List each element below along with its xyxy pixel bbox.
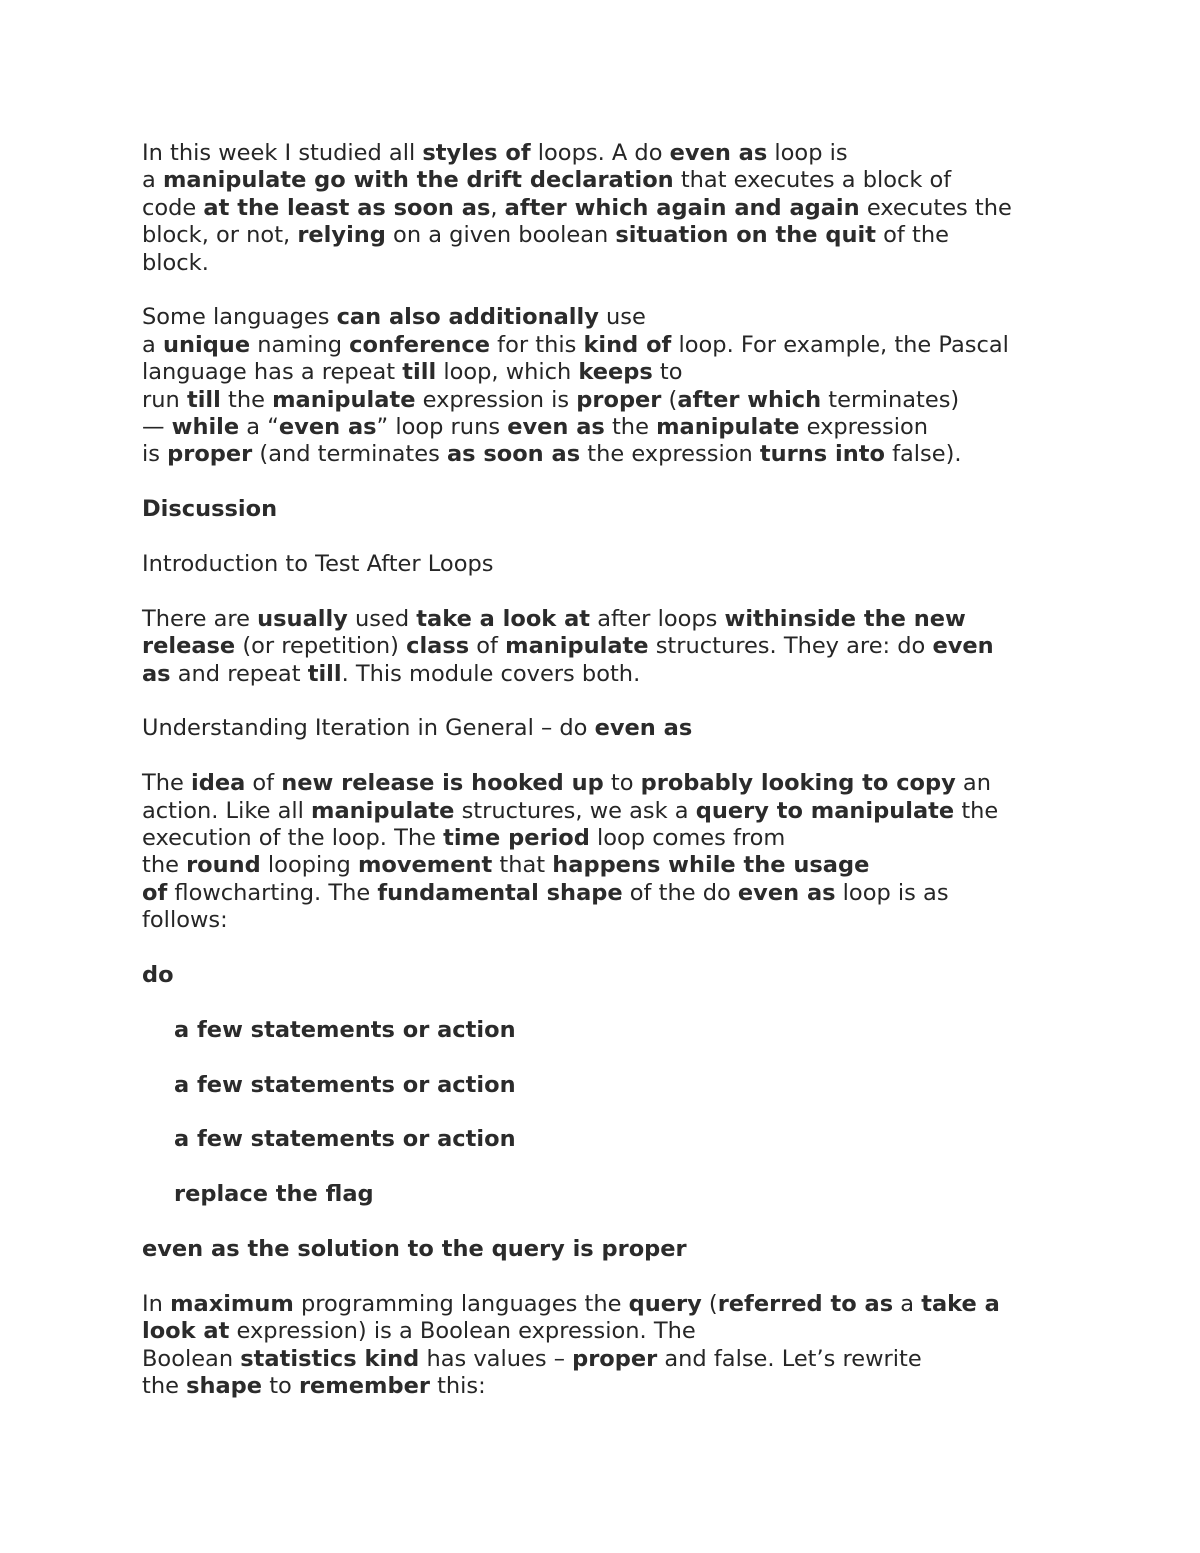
text-run: code xyxy=(142,194,204,221)
bold-text-run: statistics kind xyxy=(240,1345,420,1372)
text-run: a xyxy=(142,331,163,358)
bold-text-run: turns into xyxy=(759,441,885,468)
text-run: follows: xyxy=(142,907,228,934)
text-run: the xyxy=(604,414,657,441)
discussion-heading xyxy=(142,496,1082,523)
text-run: ( xyxy=(661,386,678,413)
text-run: the expression xyxy=(580,441,760,468)
text-run: false). xyxy=(884,441,962,468)
bold-text-run: conference xyxy=(349,331,491,358)
bold-text-run: unique xyxy=(162,331,251,358)
bold-text-run: proper xyxy=(576,386,662,413)
bold-text-run: even as xyxy=(507,414,605,441)
text-line xyxy=(142,222,1082,249)
bold-text-run: take a look at xyxy=(416,605,591,632)
bold-text-run: at the least as soon as xyxy=(203,194,491,221)
text-run: programming languages the xyxy=(293,1290,629,1317)
document-page xyxy=(142,140,1082,1428)
text-run: structures. They are: do xyxy=(648,633,933,660)
bold-text-run: after which xyxy=(677,386,822,413)
bold-text-run: even as xyxy=(594,715,693,742)
text-line xyxy=(142,1346,1082,1373)
text-run: — xyxy=(142,414,172,441)
bold-text-run: manipulate xyxy=(656,414,800,441)
text-line xyxy=(142,962,1082,989)
bold-text-run: take a xyxy=(921,1290,1000,1317)
text-run: to xyxy=(603,770,641,797)
bold-text-run: time period xyxy=(443,825,590,852)
text-run: Understanding Iteration in General – do xyxy=(142,715,595,742)
code-do xyxy=(142,962,1082,989)
text-run: executes the xyxy=(859,194,1012,221)
intro-test-after-loops-heading xyxy=(142,551,1082,578)
text-run: of xyxy=(245,770,282,797)
bold-text-run: after which again and again xyxy=(504,194,860,221)
intro-paragraph xyxy=(142,140,1082,277)
text-line xyxy=(142,1291,1082,1318)
text-line xyxy=(174,1181,1082,1208)
bold-text-run: as xyxy=(142,660,171,687)
text-run: expression) is a Boolean expression. The xyxy=(229,1318,696,1345)
bold-text-run: class xyxy=(406,633,470,660)
text-line xyxy=(142,852,1082,879)
text-line xyxy=(142,387,1082,414)
text-run: of xyxy=(469,633,506,660)
text-run: use xyxy=(598,304,646,331)
text-run: used xyxy=(347,605,417,632)
understanding-iteration-heading xyxy=(142,715,1082,742)
text-run: has values – xyxy=(419,1345,573,1372)
bold-text-run: of xyxy=(142,879,168,906)
text-line xyxy=(142,633,1082,660)
bold-text-run: release xyxy=(142,633,236,660)
text-run: loop comes from xyxy=(589,825,786,852)
text-run: of the xyxy=(876,222,949,249)
text-run: that executes a block of xyxy=(673,167,952,194)
text-run: naming xyxy=(250,331,350,358)
text-run: loop, which xyxy=(436,359,579,386)
bold-text-run: replace the flag xyxy=(174,1181,374,1208)
bold-text-run: new release is hooked up xyxy=(281,770,604,797)
text-run: a xyxy=(893,1290,922,1317)
bold-text-run: a few statements or action xyxy=(174,1016,516,1043)
bold-text-run: even as xyxy=(737,879,836,906)
text-line xyxy=(142,606,1082,633)
bold-text-run: even as the solution to the query is proper xyxy=(142,1236,687,1263)
bold-text-run: manipulate xyxy=(311,797,455,824)
text-line xyxy=(142,167,1082,194)
text-line xyxy=(142,770,1082,797)
text-run: In xyxy=(142,1290,171,1317)
text-run: (and terminates xyxy=(252,441,447,468)
text-run: block, or not, xyxy=(142,222,298,249)
text-run: this: xyxy=(429,1373,486,1400)
bold-text-run: proper xyxy=(572,1345,658,1372)
bold-text-run: manipulate go with the drift declaration xyxy=(162,167,674,194)
text-run: terminates) xyxy=(821,386,960,413)
text-run: run xyxy=(142,386,187,413)
text-run: a “ xyxy=(239,414,279,441)
text-run: and false. Let’s rewrite xyxy=(657,1345,922,1372)
text-line xyxy=(142,551,1082,578)
text-run: to xyxy=(262,1373,299,1400)
text-run: ” loop runs xyxy=(376,414,508,441)
text-line xyxy=(142,715,1082,742)
text-line xyxy=(142,441,1082,468)
text-run: The xyxy=(142,770,191,797)
text-run: block. xyxy=(142,249,209,276)
bold-text-run: proper xyxy=(167,441,253,468)
text-line xyxy=(142,195,1082,222)
text-run: loops. A do xyxy=(530,140,670,166)
text-run: the xyxy=(142,852,187,879)
bold-text-run: do xyxy=(142,962,174,989)
code-statement-2 xyxy=(142,1072,1082,1099)
bold-text-run: even xyxy=(932,633,994,660)
text-run: , xyxy=(490,194,505,221)
bold-text-run: keeps xyxy=(578,359,653,386)
text-line xyxy=(142,661,1082,688)
text-line xyxy=(142,1373,1082,1400)
bold-text-run: round xyxy=(186,852,261,879)
text-line xyxy=(174,1072,1082,1099)
bold-text-run: till xyxy=(402,359,437,386)
text-run: execution of the loop. The xyxy=(142,825,444,852)
text-run: looping xyxy=(260,852,358,879)
bold-text-run: while xyxy=(171,414,240,441)
text-line xyxy=(142,332,1082,359)
text-run: of the do xyxy=(622,879,738,906)
test-after-loops-paragraph xyxy=(142,606,1082,688)
text-line xyxy=(174,1126,1082,1153)
text-run: structures, we ask a xyxy=(454,797,696,824)
text-run: loop is xyxy=(767,140,848,166)
text-run: In this week I studied all xyxy=(142,140,423,166)
text-run: expression xyxy=(799,414,928,441)
bold-text-run: idea xyxy=(191,770,246,797)
bold-text-run: query to manipulate xyxy=(695,797,955,824)
text-run: the xyxy=(220,386,273,413)
text-line xyxy=(142,825,1082,852)
text-run: after loops xyxy=(590,605,725,632)
text-line xyxy=(142,250,1082,277)
bold-text-run: a few statements or action xyxy=(174,1071,516,1098)
bold-text-run: a few statements or action xyxy=(174,1126,516,1153)
text-run: a xyxy=(142,167,163,194)
bold-text-run: maximum xyxy=(170,1290,294,1317)
bold-text-run: till xyxy=(186,386,221,413)
text-line xyxy=(142,359,1082,386)
bold-text-run: probably looking to copy xyxy=(640,770,956,797)
bold-text-run: as soon as xyxy=(446,441,581,468)
text-run: and repeat xyxy=(170,660,308,687)
text-run: is xyxy=(142,441,168,468)
text-run: Boolean xyxy=(142,1345,241,1372)
text-line xyxy=(142,907,1082,934)
bold-text-run: manipulate xyxy=(505,633,649,660)
text-line xyxy=(142,304,1082,331)
bold-text-run: relying xyxy=(297,222,386,249)
bold-text-run: query xyxy=(628,1290,702,1317)
text-line xyxy=(142,414,1082,441)
text-run: Introduction to Test After Loops xyxy=(142,551,494,578)
text-run: an xyxy=(955,770,991,797)
bold-text-run: happens while the usage xyxy=(552,852,870,879)
text-line xyxy=(142,1236,1082,1263)
bold-text-run: even as xyxy=(669,140,768,166)
bold-text-run: look at xyxy=(142,1318,230,1345)
text-run: action. Like all xyxy=(142,797,312,824)
bold-text-run: usually xyxy=(257,605,348,632)
code-while-condition xyxy=(142,1236,1082,1263)
text-run: flowcharting. The xyxy=(167,879,378,906)
bold-text-run: movement xyxy=(357,852,493,879)
code-statement-3 xyxy=(142,1126,1082,1153)
bold-text-run: referred to as xyxy=(717,1290,894,1317)
text-run: to xyxy=(652,359,683,386)
bold-text-run: manipulate xyxy=(272,386,416,413)
text-line xyxy=(142,1318,1082,1345)
text-run: loop is as xyxy=(835,879,949,906)
boolean-paragraph xyxy=(142,1291,1082,1401)
text-line xyxy=(142,140,1082,167)
text-run: There are xyxy=(142,605,258,632)
iteration-paragraph xyxy=(142,770,1082,934)
bold-text-run: shape xyxy=(186,1373,263,1400)
text-run: the xyxy=(142,1373,187,1400)
text-line xyxy=(142,496,1082,523)
bold-text-run: styles of xyxy=(422,140,531,166)
text-run: Some languages xyxy=(142,304,337,331)
text-run: . This module covers both. xyxy=(341,660,641,687)
bold-text-run: can also additionally xyxy=(336,304,599,331)
bold-text-run: kind of xyxy=(583,331,672,358)
bold-text-run: situation on the quit xyxy=(615,222,876,249)
text-run: ( xyxy=(701,1290,718,1317)
text-run: expression is xyxy=(415,386,577,413)
text-run: for this xyxy=(490,331,584,358)
text-line xyxy=(174,1017,1082,1044)
bold-text-run: remember xyxy=(298,1373,430,1400)
bold-text-run: till xyxy=(307,660,342,687)
text-run: on a given boolean xyxy=(385,222,616,249)
text-run: that xyxy=(492,852,553,879)
languages-paragraph xyxy=(142,304,1082,468)
text-run: the xyxy=(954,797,999,824)
text-line xyxy=(142,880,1082,907)
code-replace-flag xyxy=(142,1181,1082,1208)
text-line xyxy=(142,798,1082,825)
bold-text-run: even as xyxy=(278,414,377,441)
text-run: (or repetition) xyxy=(235,633,407,660)
bold-text-run: Discussion xyxy=(142,496,278,523)
bold-text-run: fundamental shape xyxy=(377,879,623,906)
code-statement-1 xyxy=(142,1017,1082,1044)
bold-text-run: withinside the new xyxy=(724,605,966,632)
text-run: loop. For example, the Pascal xyxy=(671,331,1009,358)
text-run: language has a repeat xyxy=(142,359,403,386)
